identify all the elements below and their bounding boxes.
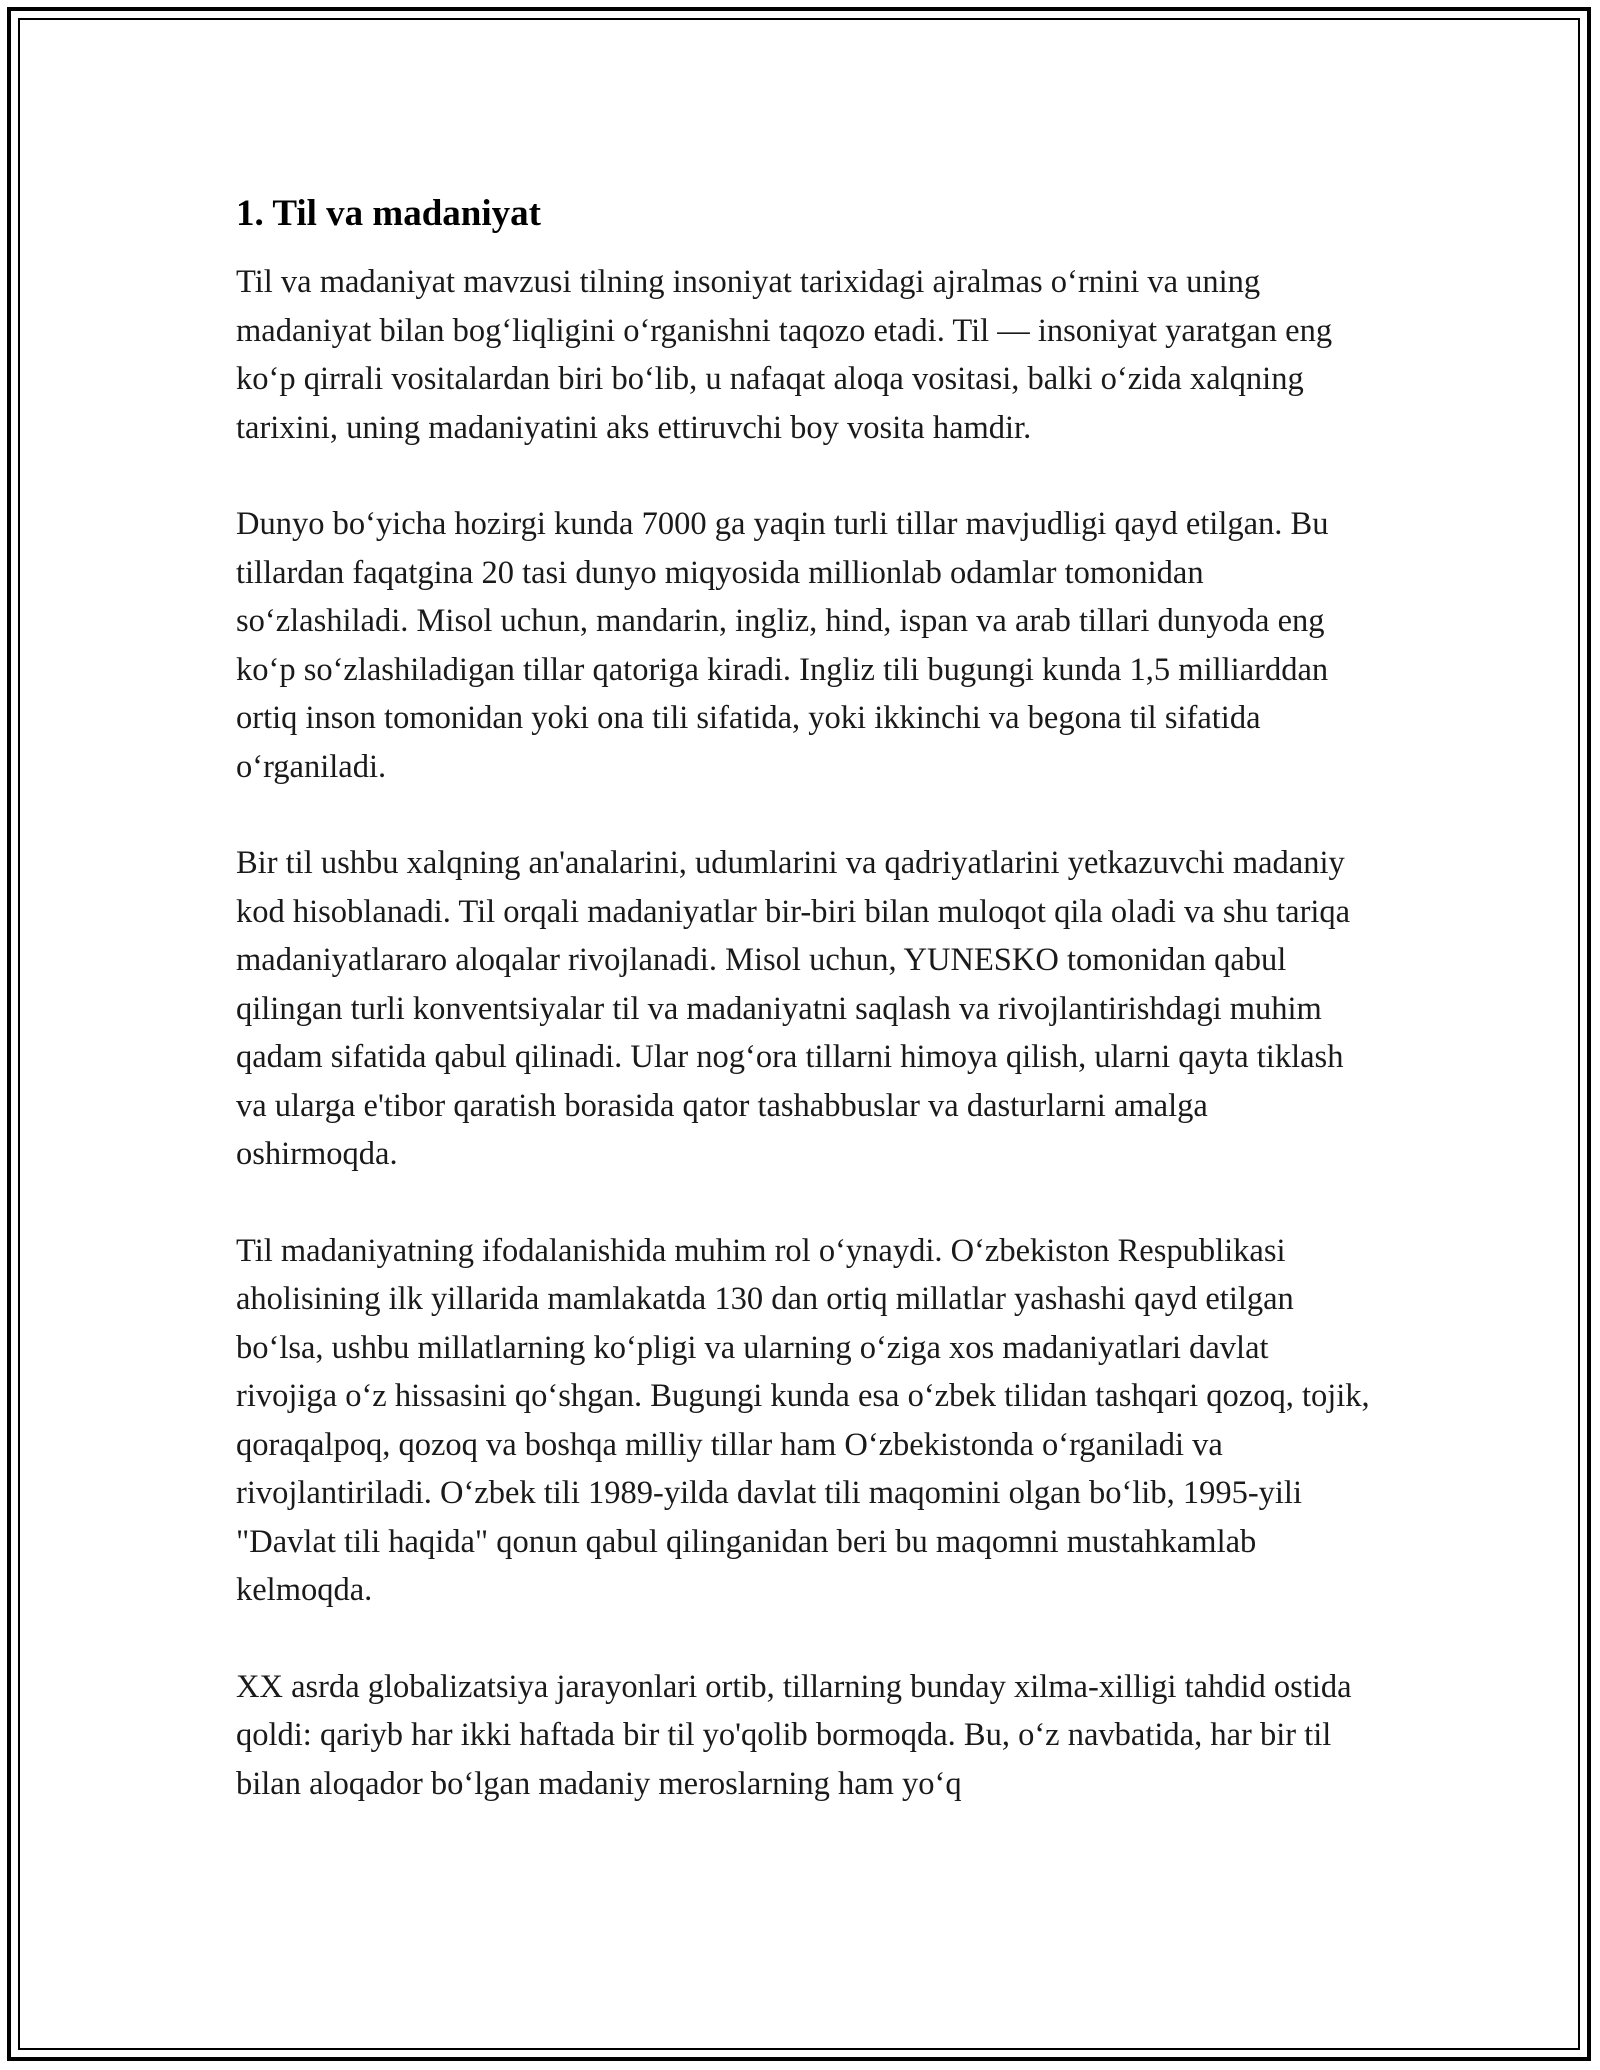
paragraph-3: Bir til ushbu xalqning an'analarini, udumlarini va qadriyatlarini yetkazuvchi madaniy kod hisoblanadi. Til orqali madaniyatlar bir-biri bilan muloqot qila oladi va shu tariqa madaniyatlararo aloqalar rivojlanadi. Misol uchun, YUNESKO tomonidan qabul qilingan turli konventsiyalar til va madaniyatni saqlash va rivojlantirishdagi muhim qadam sifatida qabul qilinadi. Ular nog‘ora tillarni himoya qilish, ularni qayta tiklash va ularga e'tibor qaratish borasida qator tashabbuslar va dasturlarni amalga oshirmoqda.: [236, 845, 1351, 1172]
document-body: [236, 188, 1376, 1856]
paragraph-4: Til madaniyatning ifodalanishida muhim rol o‘ynaydi. O‘zbekiston Respublikasi aholisining ilk yillarida mamlakatda 130 dan ortiq millatlar yashashi qayd etilgan bo‘lsa, ushbu millatlarning ko‘pligi va ularning o‘ziga xos madaniyatlari davlat rivojiga o‘z hissasini qo‘shgan. Bugungi kunda esa o‘zbek tilidan tashqari qozoq, tojik, qoraqalpoq, qozoq va boshqa milliy tillar ham O‘zbekistonda o‘rganiladi va rivojlantiriladi. O‘zbek tili 1989-yilda davlat tili maqomini olgan bo‘lib, 1995-yili "Davlat tili haqida" qonun qabul qilinganidan beri bu maqomni mustahkamlab kelmoqda.: [236, 1232, 1370, 1608]
paragraph-5: XX asrda globalizatsiya jarayonlari ortib, tillarning bunday xilma-xilligi tahdid ostida qoldi: qariyb har ikki haftada bir til yo'qolib bormoqda. Bu, o‘z navbatida, har bir til bilan aloqador bo‘lgan madaniy meroslarning ham yo‘q: [236, 1668, 1352, 1802]
paragraph-2: Dunyo bo‘yicha hozirgi kunda 7000 ga yaqin turli tillar mavjudligi qayd etilgan. Bu tillardan faqatgina 20 tasi dunyo miqyosida millionlab odamlar tomonidan so‘zlashiladi. Misol uchun, mandarin, ingliz, hind, ispan va arab tillari dunyoda eng ko‘p so‘zlashiladigan tillar qatoriga kiradi. Ingliz tili bugungi kunda 1,5 milliarddan ortiq inson tomonidan yoki ona tili sifatida, yoki ikkinchi va begona til sifatida o‘rganiladi.: [236, 506, 1329, 785]
section-heading: 1. Til va madaniyat: [236, 193, 541, 234]
paragraph-1: Til va madaniyat mavzusi tilning insoniyat tarixidagi ajralmas o‘rnini va uning madaniyat bilan bog‘liqligini o‘rganishni taqozo etadi. Til — insoniyat yaratgan eng ko‘p qirrali vositalardan biri bo‘lib, u nafaqat aloqa vositasi, balki o‘zida xalqning tarixini, uning madaniyatini aks ettiruvchi boy vosita hamdir.: [236, 264, 1333, 446]
